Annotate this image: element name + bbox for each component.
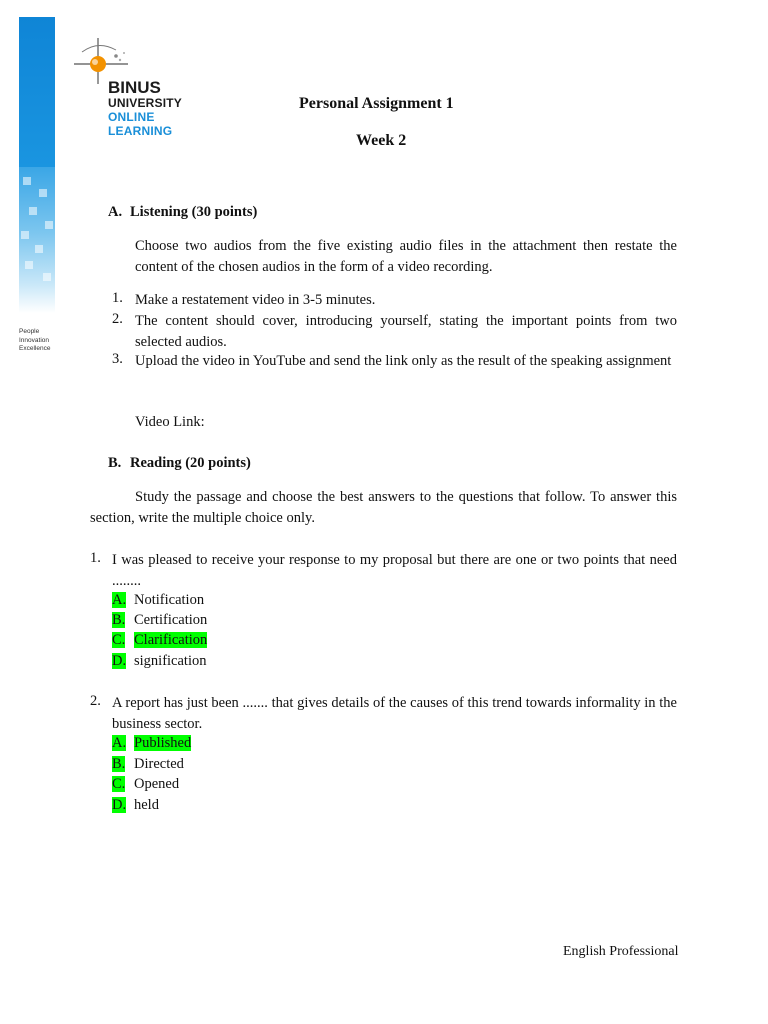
option-text-selected: Clarification bbox=[134, 632, 208, 648]
question-text: A report has just been ....... that gives details of the causes of this trend towards informality in the business sector. bbox=[112, 695, 677, 732]
option-row-selected bbox=[112, 733, 191, 753]
step-text: The content should cover, introducing yourself, stating the important points from two selected audios. bbox=[135, 313, 677, 350]
sidebar-pixel bbox=[29, 207, 37, 215]
step-number: 2. bbox=[112, 311, 123, 327]
section-b-heading: Reading (20 points) bbox=[130, 455, 251, 471]
sidebar-pixel bbox=[35, 245, 43, 253]
sidebar-pixel bbox=[21, 231, 29, 239]
tagline-line: People bbox=[19, 328, 40, 335]
option-letter: C. bbox=[112, 776, 126, 792]
option-row bbox=[112, 795, 159, 815]
logo-word-binus: BINUS bbox=[108, 78, 161, 97]
tagline-line: Innovation bbox=[19, 336, 49, 344]
option-row-selected bbox=[112, 630, 207, 650]
sidebar-pixel bbox=[39, 189, 47, 197]
option-letter: C. bbox=[112, 632, 126, 648]
option-row bbox=[112, 774, 179, 794]
sidebar-pixel bbox=[23, 177, 31, 185]
logo-word-university: UNIVERSITY bbox=[108, 96, 183, 110]
question-text: I was pleased to receive your response to my proposal but there are one or two points that need ........ bbox=[112, 552, 677, 589]
option-letter: D. bbox=[112, 797, 127, 813]
option-row bbox=[112, 754, 184, 774]
question-number: 2. bbox=[90, 693, 101, 709]
option-letter: A. bbox=[112, 735, 127, 751]
option-text: Directed bbox=[134, 756, 184, 772]
logo-word-learning: LEARNING bbox=[108, 124, 173, 138]
sidebar-pixel bbox=[43, 273, 51, 281]
option-text: Notification bbox=[134, 592, 205, 608]
page-title: Personal Assignment 1 bbox=[299, 95, 454, 112]
option-text: held bbox=[134, 797, 159, 813]
section-a-intro: Choose two audios from the five existing audio files in the attachment then restate the content of the chosen audios in the form of a video recording. bbox=[135, 238, 677, 275]
tagline-line: Excellence bbox=[19, 345, 51, 352]
option-text: Certification bbox=[134, 612, 208, 628]
step-number: 3. bbox=[112, 351, 123, 367]
section-b-intro: Study the passage and choose the best answers to the questions that follow. To answer this section, write the multiple choice only. bbox=[90, 489, 677, 526]
option-letter: A. bbox=[112, 592, 127, 608]
option-letter: B. bbox=[112, 612, 126, 628]
video-link-label: Video Link: bbox=[135, 414, 205, 430]
sidebar-pixel bbox=[45, 221, 53, 229]
sidebar-decoration bbox=[19, 17, 55, 313]
option-text-selected: Published bbox=[134, 735, 192, 751]
option-row bbox=[112, 610, 207, 630]
step-text: Make a restatement video in 3-5 minutes. bbox=[135, 292, 376, 308]
step-text: Upload the video in YouTube and send the link only as the result of the speaking assignment bbox=[135, 353, 672, 369]
section-a-marker: A. bbox=[108, 204, 123, 220]
option-row bbox=[112, 590, 204, 610]
option-letter: D. bbox=[112, 653, 127, 669]
option-row bbox=[112, 651, 207, 671]
tagline bbox=[19, 328, 50, 354]
question-number: 1. bbox=[90, 550, 101, 566]
logo-word-online: ONLINE bbox=[108, 110, 155, 124]
step-number: 1. bbox=[112, 290, 123, 306]
sidebar-fade-band bbox=[19, 167, 55, 313]
option-text: Opened bbox=[134, 776, 180, 792]
option-letter: B. bbox=[112, 756, 126, 772]
section-b-marker: B. bbox=[108, 455, 122, 471]
week-title: Week 2 bbox=[356, 132, 407, 149]
section-a-heading: Listening (30 points) bbox=[130, 204, 258, 220]
page-footer: English Professional bbox=[563, 944, 679, 959]
option-text: signification bbox=[134, 653, 207, 669]
binus-logo bbox=[72, 38, 192, 142]
sidebar-pixel bbox=[25, 261, 33, 269]
